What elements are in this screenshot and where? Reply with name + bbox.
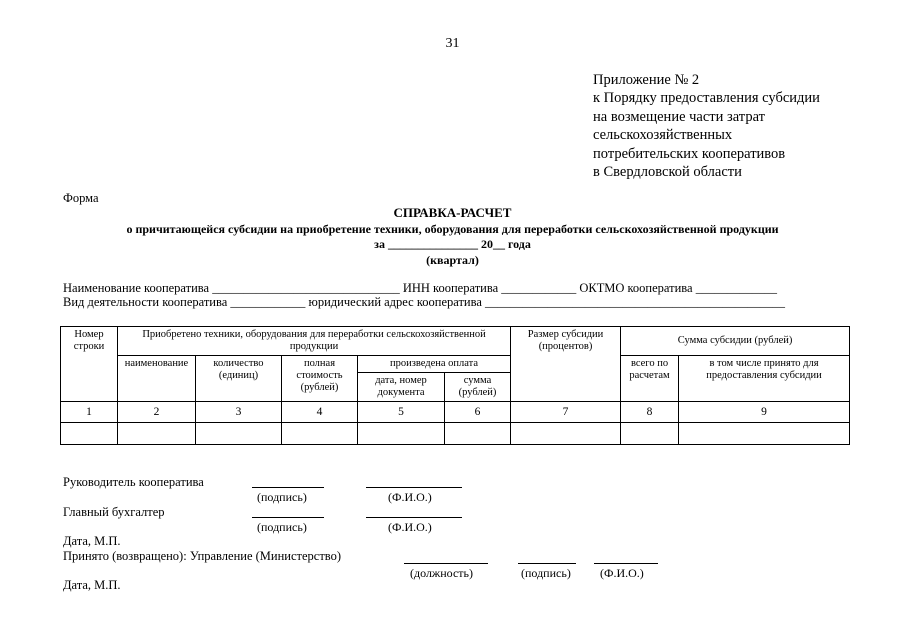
annex-line: сельскохозяйственных — [593, 127, 733, 144]
header-subsidy-amount: Сумма субсидии (рублей) — [621, 327, 850, 356]
position-line — [404, 563, 488, 564]
head-fio-caption: (Ф.И.О.) — [388, 490, 432, 504]
header-full-cost: полная стоимость (рублей) — [282, 356, 358, 402]
position-caption: (должность) — [410, 566, 473, 580]
column-number: 8 — [621, 402, 679, 423]
period-line: за _______________ 20__ года — [374, 237, 531, 251]
column-number: 1 — [61, 402, 118, 423]
annex-line: Приложение № 2 — [593, 72, 700, 88]
header-quantity: количество (единиц) — [196, 356, 282, 402]
page-number: 31 — [445, 36, 460, 51]
table-cell — [511, 423, 621, 445]
accepted-label: Принято (возвращено): Управление (Министерство) — [63, 549, 342, 563]
accountant-signature-line — [252, 517, 324, 518]
column-number: 4 — [282, 402, 358, 423]
head-signature-caption: (подпись) — [257, 490, 307, 504]
accountant-label: Главный бухгалтер — [63, 505, 165, 519]
header-document: дата, номер документа — [358, 373, 445, 402]
accepted-fio-caption: (Ф.И.О.) — [600, 566, 644, 580]
table-cell — [445, 423, 511, 445]
table-cell — [282, 423, 358, 445]
table-row — [61, 423, 850, 445]
cooperative-info-line-1: Наименование кооператива ______________________________ ИНН кооператива ____________ ОКТМО кооператива _____________ — [63, 281, 777, 295]
document-subtitle: о причитающейся субсидии на приобретение техники, оборудования для переработки сельскохозяйственной продукции — [126, 222, 779, 236]
cooperative-info-line-2: Вид деятельности кооператива ____________ юридический адрес кооператива ________________________________________________ — [63, 295, 786, 309]
accepted-fio-line — [594, 563, 658, 564]
accountant-fio-line — [366, 517, 462, 518]
header-accepted: в том числе принято для предоставления субсидии — [679, 356, 850, 402]
annex-line: на возмещение части затрат — [593, 108, 765, 125]
calculation-table — [60, 326, 850, 445]
accountant-signature-caption: (подпись) — [257, 520, 307, 534]
header-subsidy-rate: Размер субсидии (процентов) — [511, 327, 621, 402]
quarter-label: (квартал) — [426, 253, 479, 267]
annex-line: потребительских кооперативов — [593, 145, 786, 162]
annex-line: в Свердловской области — [593, 164, 742, 181]
header-payment-made: произведена оплата — [358, 356, 511, 373]
head-fio-line — [366, 487, 462, 488]
table-cell — [118, 423, 196, 445]
header-payment-sum: сумма (рублей) — [445, 373, 511, 402]
annex-line: к Порядку предоставления субсидии — [593, 90, 820, 107]
form-label: Форма — [63, 191, 99, 205]
date-stamp-label: Дата, М.П. — [63, 578, 121, 592]
accountant-fio-caption: (Ф.И.О.) — [388, 520, 432, 534]
accepted-signature-caption: (подпись) — [521, 566, 571, 580]
header-row-number: Номер строки — [61, 327, 118, 402]
table-cell — [196, 423, 282, 445]
column-number: 9 — [679, 402, 850, 423]
document-title: СПРАВКА-РАСЧЕТ — [393, 205, 512, 220]
table-cell — [358, 423, 445, 445]
accepted-signature-line — [518, 563, 576, 564]
column-number: 3 — [196, 402, 282, 423]
head-signature-line — [252, 487, 324, 488]
table-cell — [621, 423, 679, 445]
column-number: 6 — [445, 402, 511, 423]
annex-header — [593, 71, 893, 181]
header-acquired: Приобретено техники, оборудования для переработки сельскохозяйственной продукции — [118, 327, 511, 356]
table-cell — [679, 423, 850, 445]
date-stamp-label: Дата, М.П. — [63, 534, 121, 548]
table-cell — [61, 423, 118, 445]
column-number: 5 — [358, 402, 445, 423]
head-label: Руководитель кооператива — [63, 475, 204, 489]
column-number: 2 — [118, 402, 196, 423]
column-number: 7 — [511, 402, 621, 423]
header-name: наименование — [118, 356, 196, 402]
header-total-calculated: всего по расчетам — [621, 356, 679, 402]
